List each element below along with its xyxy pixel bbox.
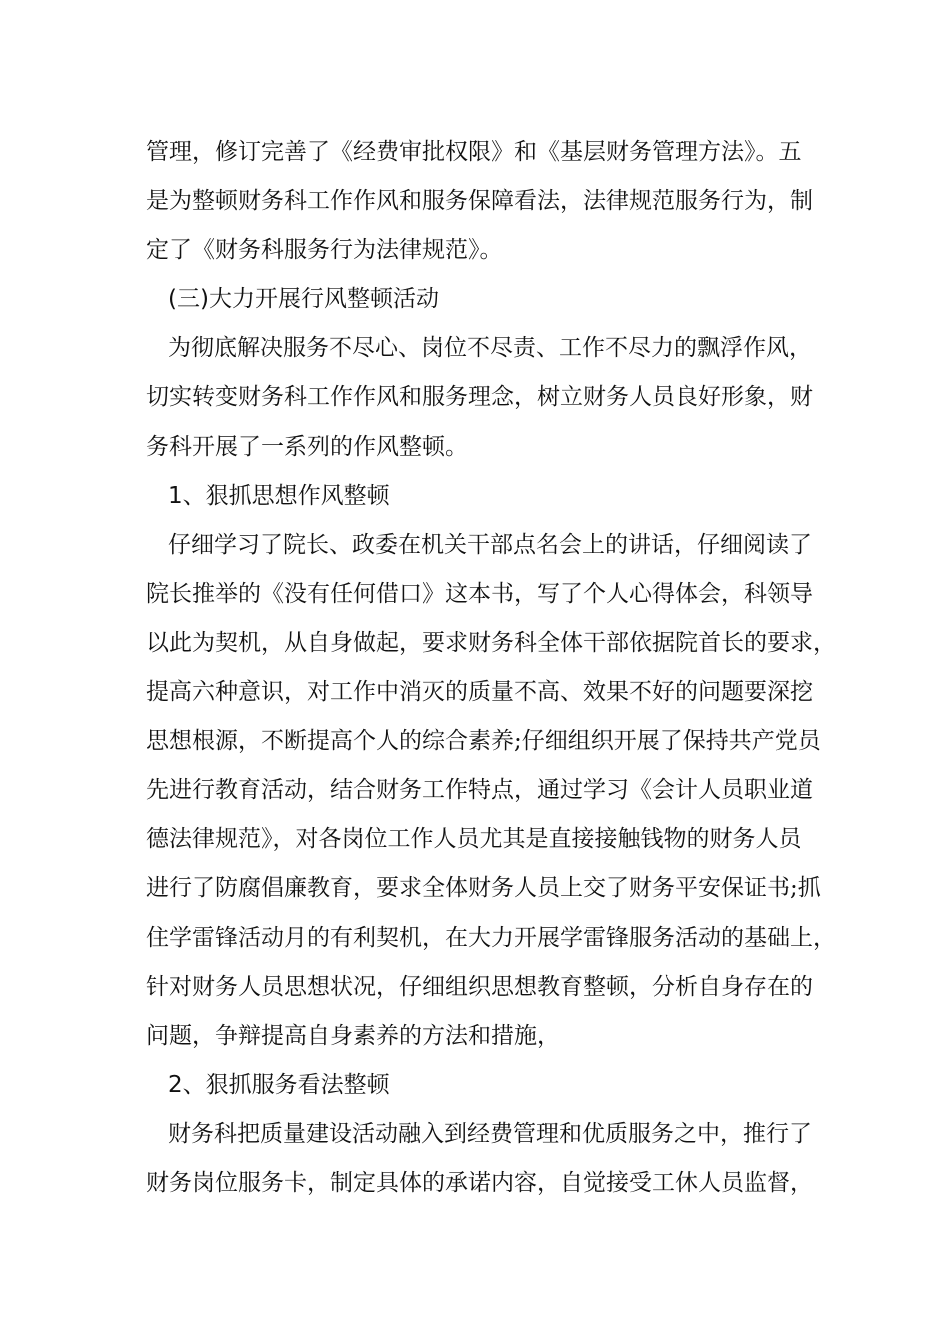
paragraph-line: 财务岗位服务卡，制定具体的承诺内容，自觉接受工休人员监督， (146, 1169, 813, 1196)
paragraph-line: 思想根源，不断提高个人的综合素养;仔细组织开展了保持共产党员 (146, 728, 821, 755)
paragraph-line: 针对财务人员思想状况，仔细组织思想教育整顿，分析自身存在的 (146, 973, 813, 1000)
paragraph-line: 是为整顿财务科工作作风和服务保障看法，法律规范服务行为，制 (146, 188, 813, 215)
paragraph-line: 进行了防腐倡廉教育，要求全体财务人员上交了财务平安保证书;抓 (146, 875, 821, 902)
paragraph-line: 提高六种意识，对工作中消灭的质量不高、效果不好的问题要深挖 (146, 679, 813, 706)
paragraph-line: 管理，修订完善了《经费审批权限》和《基层财务管理方法》。五 (146, 139, 802, 165)
subsection-heading: 2、狠抓服务看法整顿 (168, 1071, 390, 1098)
paragraph-line: 仔细学习了院长、政委在机关干部点名会上的讲话，仔细阅读了 (168, 531, 812, 558)
paragraph-line: 德法律规范》，对各岗位工作人员尤其是直接接触钱物的财务人员 (146, 826, 802, 853)
paragraph-line: 务科开展了一系列的作风整顿。 (146, 433, 468, 460)
subsection-heading: 1、狠抓思想作风整顿 (168, 482, 390, 509)
paragraph-line: 问题，争辩提高自身素养的方法和措施， (146, 1022, 560, 1049)
paragraph-line: 先进行教育活动，结合财务工作特点，通过学习《会计人员职业道 (146, 777, 813, 804)
paragraph-line: 切实转变财务科工作作风和服务理念，树立财务人员良好形象，财 (146, 384, 813, 411)
paragraph-line: 财务科把质量建设活动融入到经费管理和优质服务之中，推行了 (168, 1120, 812, 1147)
paragraph-line: 以此为契机，从自身做起，要求财务科全体干部依据院首长的要求， (146, 629, 836, 656)
paragraph-line: 住学雷锋活动月的有利契机，在大力开展学雷锋服务活动的基础上， (146, 924, 836, 951)
document-body (146, 128, 836, 1208)
paragraph-line: 院长推举的《没有任何借口》这本书，写了个人心得体会，科领导 (146, 580, 813, 607)
paragraph-line: 定了《财务科服务行为法律规范》。 (146, 237, 503, 264)
paragraph-line: 为彻底解决服务不尽心、岗位不尽责、工作不尽力的飘浮作风， (168, 335, 812, 362)
section-heading: (三)大力开展行风整顿活动 (168, 286, 439, 313)
